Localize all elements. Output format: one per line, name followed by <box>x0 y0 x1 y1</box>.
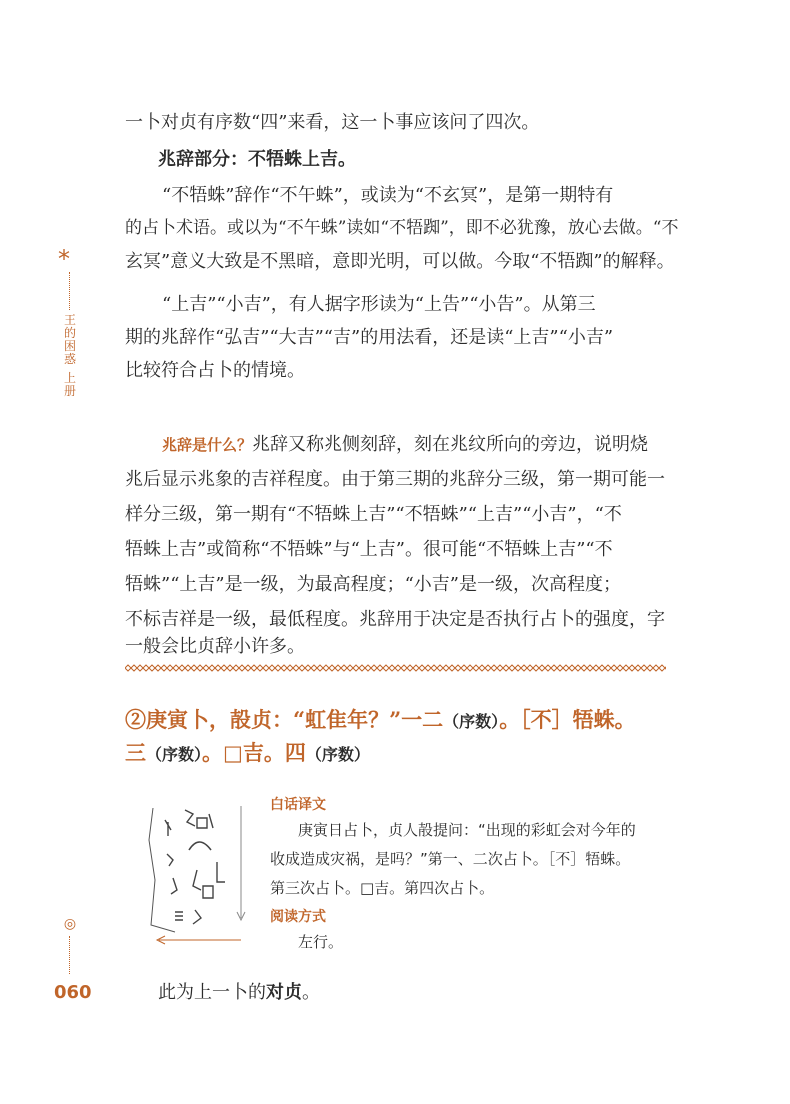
reading-direction: 左行。 <box>298 933 344 951</box>
para2-line-3: 比较符合占卜的情境。 <box>125 360 305 381</box>
sidebar-divider-lower <box>69 936 70 974</box>
inscription-heading-line-2: 三（序数）。□吉。四（序数） <box>125 740 370 765</box>
circle-mark: ◎ <box>63 916 77 932</box>
translation-line-1: 庚寅日占卜，贞人㱿提问：“出现的彩虹会对今年的 <box>298 821 636 839</box>
sidebar-divider <box>69 272 70 310</box>
reading-title: 阅读方式 <box>270 909 326 925</box>
page-number: 060 <box>54 982 92 1003</box>
para2-line-1: “上吉”“小吉”，有人据字形读为“上告”“小告”。从第三 <box>162 294 596 315</box>
para1-line-3: 玄冥”意义大致是不黑暗，意即光明，可以做。今取“不牾踟”的解释。 <box>125 251 675 272</box>
footer-line: 此为上一卜的对贞。 <box>158 982 320 1003</box>
box-label: 兆辞是什么？ <box>162 436 253 454</box>
oracle-bone-inscription-image <box>145 800 255 950</box>
book-title: 王的困惑 <box>63 313 76 366</box>
translation-title: 白话译文 <box>270 797 326 813</box>
sidebar-box-line-1: 兆辞是什么？兆辞又称兆侧刻辞，刻在兆纹所向的旁边，说明烧 <box>162 434 649 455</box>
sidebar-star: * <box>58 245 70 273</box>
box-line-4: 牾蛛上吉”或简称“不牾蛛”与“上吉”。很可能“不牾蛛上吉”“不 <box>125 539 613 560</box>
body-line-1: 一卜对贞有序数“四”来看，这一卜事应该问了四次。 <box>125 112 540 133</box>
inscription-heading-line-1: ②庚寅卜，㱿贞：“虹隹年？”一二（序数）。［不］牾蛛。 <box>125 707 636 732</box>
box-line-6: 不标吉祥是一级，最低程度。兆辞用于决定是否执行占卜的强度，字 <box>125 609 665 630</box>
para2-line-2: 期的兆辞作“弘吉”“大吉”“吉”的用法看，还是读“上吉”“小吉” <box>125 327 614 348</box>
box-line-5: 牾蛛”“上吉”是一级，为最高程度；“小吉”是一级，次高程度； <box>125 574 622 595</box>
omen-section-title: 兆辞部分：不牾蛛上吉。 <box>158 149 356 170</box>
translation-line-3: 第三次占卜。□吉。第四次占卜。 <box>270 879 495 897</box>
para1-line-1: “不牾蛛”辞作“不午蛛”，或读为“不玄冥”，是第一期特有 <box>162 185 614 206</box>
wavy-divider <box>125 664 666 672</box>
translation-line-2: 收成造成灾祸，是吗？”第一、二次占卜。［不］牾蛛。 <box>270 850 631 868</box>
box-line-2: 兆后显示兆象的吉祥程度。由于第三期的兆辞分三级，第一期可能一 <box>125 469 665 490</box>
volume-label: 上册 <box>63 371 76 398</box>
box-line-7: 一般会比贞辞小许多。 <box>125 636 305 657</box>
para1-line-2: 的占卜术语。或以为“不午蛛”读如“不牾踟”，即不必犹豫，放心去做。“不 <box>125 218 679 238</box>
box-line-3: 样分三级，第一期有“不牾蛛上吉”“不牾蛛”“上吉”“小吉”，“不 <box>125 504 622 525</box>
